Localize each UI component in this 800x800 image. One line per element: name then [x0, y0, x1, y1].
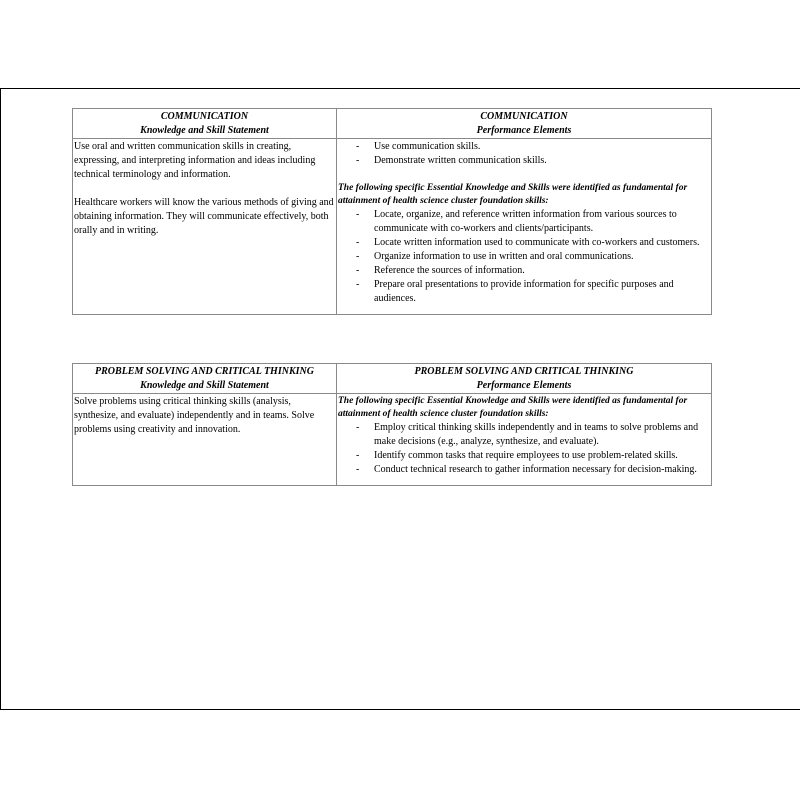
list-item: - Reference the sources of information.: [338, 264, 711, 278]
communication-body-row: [73, 139, 712, 315]
list-item: - Use communication skills.: [338, 140, 711, 154]
list-item: - Employ critical thinking skills independently and in teams to solve problems and make decisions (e.g., analyze, synthesize, and evaluate).: [338, 421, 711, 449]
communication-statement-header: [73, 109, 337, 139]
general-elements-list: [338, 140, 711, 168]
list-item: - Conduct technical research to gather information necessary for decision-making.: [338, 463, 711, 477]
list-item: - Locate, organize, and reference written information from various sources to communicate with co-workers and clients/participants.: [338, 208, 711, 236]
header-subtitle: Performance Elements: [476, 125, 572, 136]
header-title: COMMUNICATION: [480, 111, 568, 122]
problem-solving-statement-header: [73, 364, 337, 394]
specific-skills-heading: The following specific Essential Knowledge and Skills were identified as fundamental for attainment of health science cluster foundation skills:: [338, 183, 688, 206]
header-subtitle: Knowledge and Skill Statement: [140, 125, 269, 136]
problem-solving-body-row: [73, 394, 712, 486]
header-subtitle: Knowledge and Skill Statement: [140, 380, 269, 391]
header-title: PROBLEM SOLVING AND CRITICAL THINKING: [414, 366, 634, 377]
communication-performance-header: [337, 109, 712, 139]
header-subtitle: Performance Elements: [476, 380, 572, 391]
list-item: - Organize information to use in written and oral communications.: [338, 250, 711, 264]
statement-paragraph: Healthcare workers will know the various methods of giving and obtaining information. They will communicate effectively, both orally and in writing.: [74, 197, 334, 236]
communication-statement-cell: [73, 139, 337, 315]
problem-solving-table: [72, 363, 712, 486]
header-title: PROBLEM SOLVING AND CRITICAL THINKING: [95, 366, 314, 377]
list-item: - Demonstrate written communication skills.: [338, 154, 711, 168]
specific-elements-list: [338, 208, 711, 306]
problem-solving-statement-cell: [73, 394, 337, 486]
problem-solving-performance-header: [337, 364, 712, 394]
statement-paragraph: Use oral and written communication skills in creating, expressing, and interpreting information and ideas including technical terminology and information.: [74, 141, 316, 180]
statement-paragraph: Solve problems using critical thinking skills (analysis, synthesize, and evaluate) independently and in teams. Solve problems using creativity and innovation.: [74, 396, 315, 435]
problem-solving-performance-cell: [337, 394, 712, 486]
problem-solving-header-row: [73, 364, 712, 394]
specific-elements-list: [338, 421, 711, 477]
list-item: - Identify common tasks that require employees to use problem-related skills.: [338, 449, 711, 463]
header-title: COMMUNICATION: [160, 111, 249, 122]
list-item: - Prepare oral presentations to provide information for specific purposes and audiences.: [338, 278, 711, 306]
specific-skills-heading: The following specific Essential Knowledge and Skills were identified as fundamental for attainment of health science cluster foundation skills:: [338, 396, 688, 419]
communication-performance-cell: [337, 139, 712, 315]
communication-header-row: [73, 109, 712, 139]
communication-table: [72, 108, 712, 315]
list-item: - Locate written information used to communicate with co-workers and customers.: [338, 236, 711, 250]
